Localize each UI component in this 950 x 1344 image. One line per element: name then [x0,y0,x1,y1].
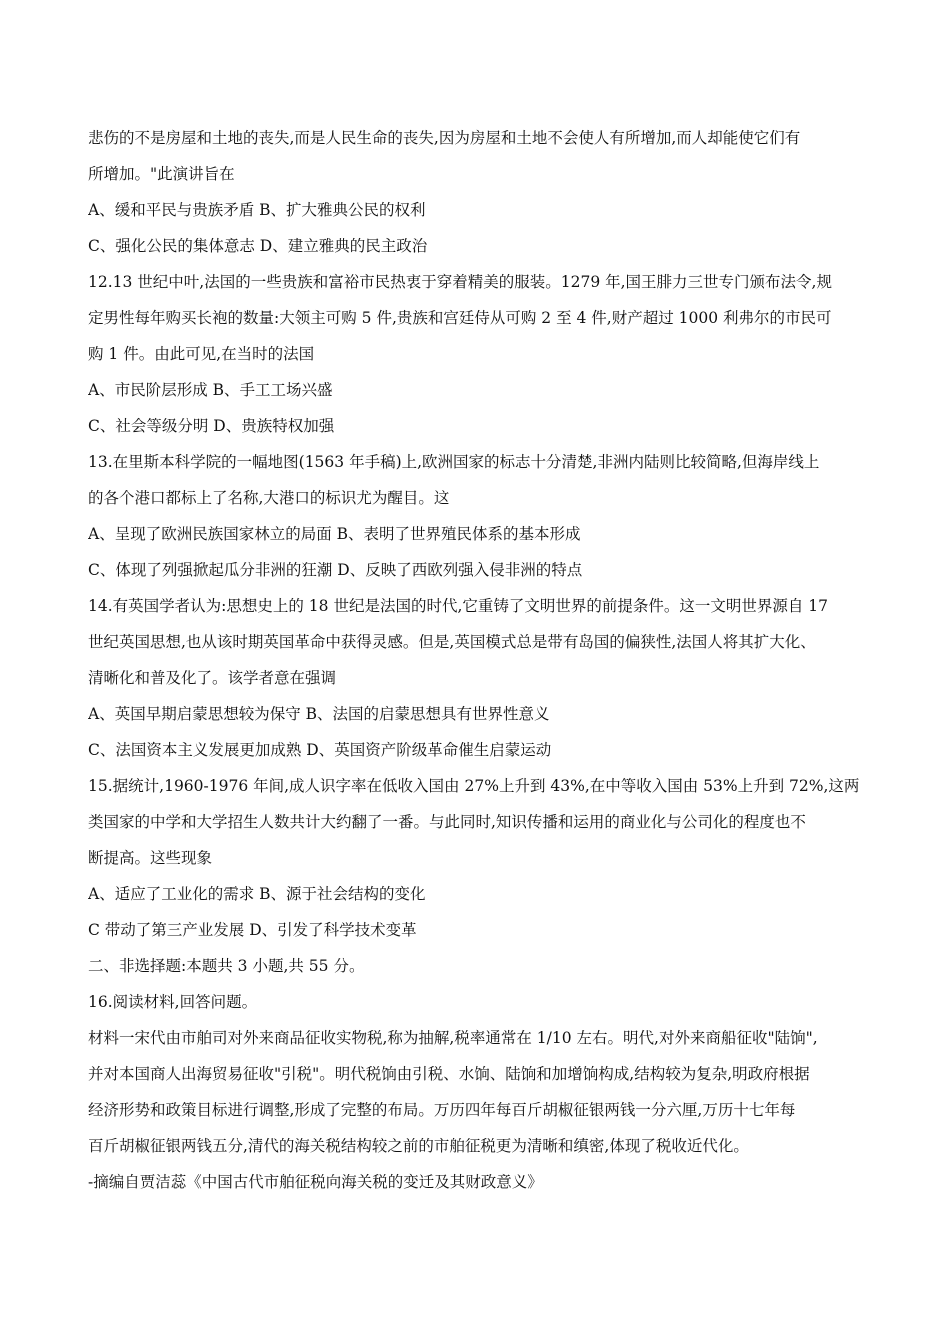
material-line: 经济形势和政策目标进行调整,形成了完整的布局。万历四年每百斤胡椒征银两钱一分六厘,万历十七年每 [88,1101,796,1119]
citation-line: -摘编自贾洁蕊《中国古代市舶征税向海关税的变迁及其财政意义》 [88,1173,543,1191]
question-15-line: 15.据统计,1960-1976 年间,成人识字率在低收入国由 27%上升到 43%,在中等收入国由 53%上升到 72%,这两 [88,777,860,795]
option-line: A、缓和平民与贵族矛盾 B、扩大雅典公民的权利 [88,201,426,219]
text-line: 的各个港口都标上了名称,大港口的标识尤为醒目。这 [88,489,450,507]
text-line: 断提高。这些现象 [88,849,213,867]
text-line: 购 1 件。由此可见,在当时的法国 [88,345,315,363]
option-line: A、呈现了欧洲民族国家林立的局面 B、表明了世界殖民体系的基本形成 [88,525,581,543]
option-line: C、体现了列强掀起瓜分非洲的狂潮 D、反映了西欧列强入侵非洲的特点 [88,561,583,579]
question-12-line: 12.13 世纪中叶,法国的一些贵族和富裕市民热衷于穿着精美的服装。1279 年,国王腓力三世专门颁布法令,规 [88,273,832,291]
question-16-line: 16.阅读材料,回答问题。 [88,993,258,1011]
question-13-line: 13.在里斯本科学院的一幅地图(1563 年手稿)上,欧洲国家的标志十分清楚,非洲内陆则比较简略,但海岸线上 [88,453,820,471]
document-body [88,122,878,1202]
section-heading: 二、非选择题:本题共 3 小题,共 55 分。 [88,957,365,975]
material-line: 材料一宋代由市舶司对外来商品征收实物税,称为抽解,税率通常在 1/10 左右。明代,对外来商船征收"陆饷", [88,1029,818,1047]
option-line: C、法国资本主义发展更加成熟 D、英国资产阶级革命催生启蒙运动 [88,741,552,759]
material-line: 并对本国商人出海贸易征收"引税"。明代税饷由引税、水饷、陆饷和加增饷构成,结构较为复杂,明政府根据 [88,1065,810,1083]
text-line: 所增加。"此演讲旨在 [88,165,235,183]
option-line: A、英国早期启蒙思想较为保守 B、法国的启蒙思想具有世界性意义 [88,705,550,723]
material-line: 百斤胡椒征银两钱五分,清代的海关税结构较之前的市舶征税更为清晰和缜密,体现了税收近代化。 [88,1137,749,1155]
option-line: C、社会等级分明 D、贵族特权加强 [88,417,335,435]
text-line: 类国家的中学和大学招生人数共计大约翻了一番。与此同时,知识传播和运用的商业化与公司化的程度也不 [88,813,806,831]
text-line: 定男性每年购买长袍的数量:大领主可购 5 件,贵族和宫廷侍从可购 2 至 4 件,财产超过 1000 利弗尔的市民可 [88,309,832,327]
option-line: A、适应了工业化的需求 B、源于社会结构的变化 [88,885,426,903]
text-line: 清晰化和普及化了。该学者意在强调 [88,669,337,687]
text-line: 悲伤的不是房屋和土地的丧失,而是人民生命的丧失,因为房屋和土地不会使人有所增加,而人却能使它们有 [88,129,801,147]
option-line: A、市民阶层形成 B、手工工场兴盛 [88,381,333,399]
text-line: 世纪英国思想,也从该时期英国革命中获得灵感。但是,英国模式总是带有岛国的偏狭性,法国人将其扩大化、 [88,633,816,651]
question-14-line: 14.有英国学者认为:思想史上的 18 世纪是法国的时代,它重铸了文明世界的前提条件。这一文明世界源自 17 [88,597,829,615]
option-line: C 带动了第三产业发展 D、引发了科学技术变革 [88,921,417,939]
option-line: C、强化公民的集体意志 D、建立雅典的民主政治 [88,237,428,255]
